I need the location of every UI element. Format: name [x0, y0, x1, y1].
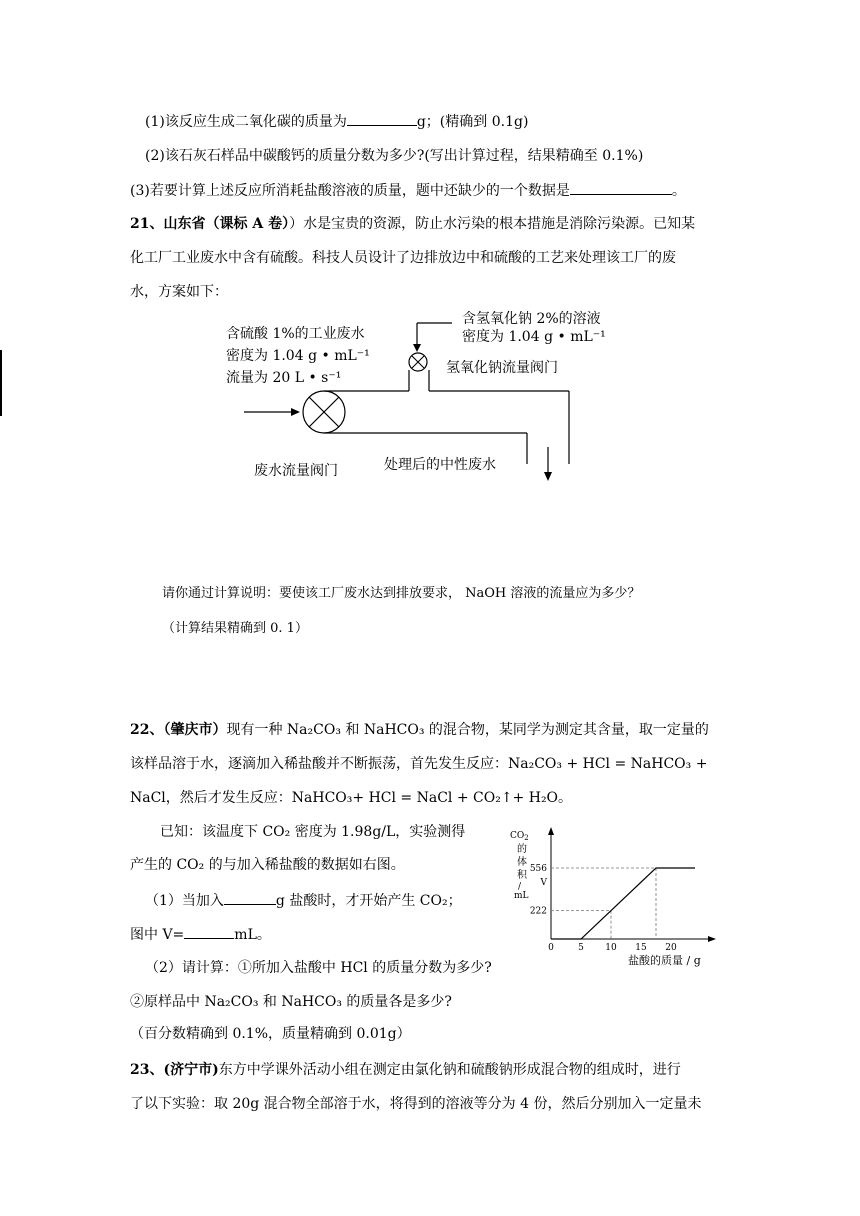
q21-line1-text: ）水是宝贵的资源，防止水污染的根本措施是消除污染源。已知某 [289, 216, 696, 232]
q22-number: 22、 [130, 722, 164, 738]
y-tick-label-556: 556 [529, 864, 547, 874]
waste-label-1: 含硫酸 1%的工业废水 [226, 326, 365, 342]
q21-source: 山东省（课标 A 卷） [163, 216, 290, 232]
q22-v-label: 图中 V= [130, 927, 185, 943]
q22-note: （百分数精确到 0.1%，质量精确到 0.01g） [130, 1026, 411, 1042]
x-axis-label: 盐酸的质量 / g [628, 954, 701, 967]
q23-number: 23、 [130, 1062, 164, 1078]
answer-blank[interactable] [184, 924, 234, 939]
y-tick-label-222: 222 [529, 906, 547, 917]
answer-blank[interactable] [570, 180, 672, 195]
q21-line2: 化工厂工业废水中含有硫酸。科技人员设计了边排放边中和硫酸的工艺来处理该工厂的废 [130, 250, 676, 266]
neutral-waste-label: 处理后的中性废水 [384, 457, 496, 473]
q20-part1-text: (1)该反应生成二氧化碳的质量为 [145, 114, 347, 130]
q20-part2: (2)该石灰石样品中碳酸钙的质量分数为多少?(写出计算过程，结果精确至 0.1%) [145, 148, 644, 164]
q21-line3: 水，方案如下： [130, 284, 228, 300]
q21-question: 请你通过计算说明：要使该工厂废水达到排放要求， NaOH 溶液的流量应为多少？ [162, 586, 641, 601]
q22-sub1-text: （1）当加入 [145, 893, 224, 909]
q21-line1 [130, 214, 695, 234]
answer-blank[interactable] [347, 111, 417, 126]
q23-line2: 了以下实验：取 20g 混合物全部溶于水，将得到的溶液等分为 4 份，然后分别加入一定量未 [130, 1096, 702, 1112]
waste-valve-label: 废水流量阀门 [254, 463, 338, 479]
q23-line1-text: 东方中学课外活动小组在测定由氯化钠和硫酸钠形成混合物的组成时，进行 [218, 1062, 681, 1078]
naoh-valve-label: 氢氧化钠流量阀门 [446, 360, 558, 376]
q22-line2: 该样品溶于水，逐滴加入稀盐酸并不断振荡，首先发生反应：Na₂CO₃ + HCl = NaHCO₃ + [130, 756, 708, 772]
naoh-label-2: 密度为 1.04 g • mL⁻¹ [462, 329, 606, 345]
q23-source: (济宁市) [163, 1062, 219, 1078]
arrowhead [291, 408, 300, 416]
q22-line3: NaCl，然后才发生反应：NaHCO₃+ HCl = NaCl + CO₂↑+ H₂O。 [130, 790, 573, 806]
q22-known-2: 产生的 CO₂ 的与加入稀盐酸的数据如右图。 [130, 857, 405, 873]
wastewater-flow-diagram [0, 300, 860, 500]
q20-part3 [130, 180, 686, 201]
q22-source: （肇庆市） [163, 722, 227, 738]
q20-part1-unit: g；(精确到 0.1g) [416, 114, 529, 130]
x-tick-label-5: 5 [578, 943, 584, 953]
y-axis-label-ti: 体 [517, 857, 527, 868]
x-tick-label-20: 20 [665, 943, 677, 953]
q23-line1 [130, 1060, 681, 1080]
q21-precision: （计算结果精确到 0. 1） [162, 621, 308, 636]
co2-volume-chart [500, 818, 730, 978]
x-tick-label-10: 10 [605, 943, 617, 953]
y-axis-label-ji: 积 [517, 870, 527, 881]
naoh-label-1: 含氢氧化钠 2%的溶液 [462, 311, 601, 327]
x-tick-label-0: 0 [548, 943, 554, 953]
q22-line1-text: 现有一种 Na₂CO₃ 和 NaHCO₃ 的混合物，某同学为测定其含量，取一定量的 [226, 722, 709, 738]
q22-v-unit: mL。 [234, 927, 271, 943]
q22-sub1-v [130, 924, 271, 945]
arrowhead [544, 472, 552, 481]
waste-label-2: 密度为 1.04 g • mL⁻¹ [226, 348, 370, 364]
q22-sub1-text-2: g 盐酸时，才开始产生 CO₂； [275, 893, 462, 909]
y-tick-label-V: V [540, 877, 547, 888]
y-axis-label-unit: mL [514, 891, 529, 901]
chart-axes [548, 827, 716, 942]
q22-sub2: （2）请计算：①所加入盐酸中 HCl 的质量分数为多少? [145, 960, 492, 976]
q22-known-1: 已知：该温度下 CO₂ 密度为 1.98g/L，实验测得 [160, 824, 466, 840]
series-line-0 [551, 868, 695, 939]
waste-label-3: 流量为 20 L • s⁻¹ [226, 370, 342, 386]
q21-number: 21、 [130, 216, 164, 232]
y-axis-label-de: 的 [517, 844, 527, 855]
y-axis-label-co2: $CO_2$ [510, 831, 529, 842]
answer-blank[interactable] [224, 890, 276, 905]
x-tick-label-15: 15 [635, 943, 647, 953]
q20-part3-end: 。 [671, 183, 686, 199]
q20-part1 [145, 111, 528, 132]
q20-part3-text: (3)若要计算上述反应所消耗盐酸溶液的质量，题中还缺少的一个数据是 [130, 183, 570, 199]
q22-sub2b: ②原样品中 Na₂CO₃ 和 NaHCO₃ 的质量各是多少? [130, 994, 452, 1010]
q22-sub1 [145, 890, 462, 911]
y-axis-label-slash: / [518, 882, 522, 892]
q22-line1 [130, 720, 709, 740]
